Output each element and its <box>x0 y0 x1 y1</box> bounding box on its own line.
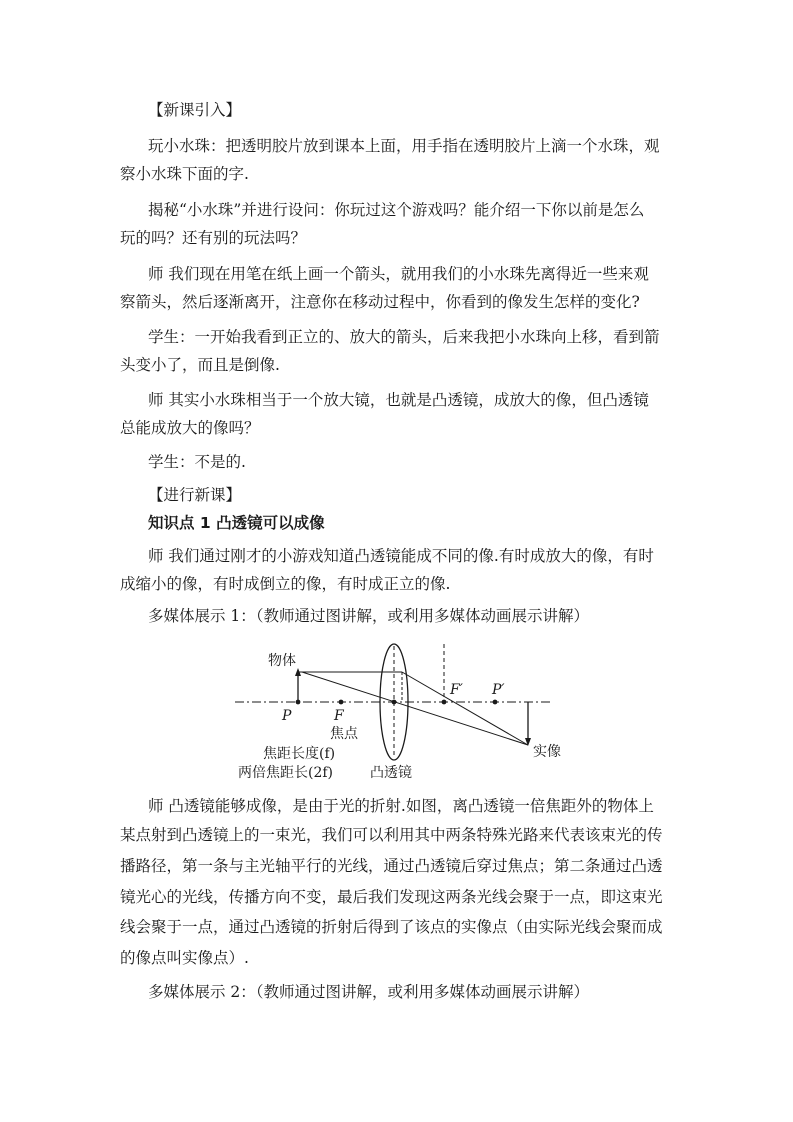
media-caption-2: 多媒体展示 2：（教师通过图讲解，或利用多媒体动画展示讲解） <box>148 983 590 1001</box>
paragraph-line: 的像点叫实像点）. <box>120 949 249 967</box>
paragraph-line: 师 我们通过刚才的小游戏知道凸透镜能成不同的像.有时成放大的像，有时 <box>148 547 654 565</box>
section-heading-new: 【进行新课】 <box>148 486 242 504</box>
paragraph-line: 线会聚于一点，通过凸透镜的折射后得到了该点的实像点（由实际光线会聚而成 <box>120 918 663 936</box>
paragraph-line: 成缩小的像，有时成倒立的像，有时成正立的像. <box>120 575 451 593</box>
paragraph-line: 师 其实小水珠相当于一个放大镜，也就是凸透镜，成放大的像，但凸透镜 <box>148 391 649 409</box>
label-double-focal: 两倍焦距长(2f) <box>238 765 334 781</box>
knowledge-point-heading: 知识点 1 凸透镜可以成像 <box>148 514 325 532</box>
section-heading-intro: 【新课引入】 <box>148 101 242 119</box>
media-caption-1: 多媒体展示 1：（教师通过图讲解，或利用多媒体动画展示讲解） <box>148 607 590 625</box>
label-object: 物体 <box>268 653 296 669</box>
label-F-prime: F′ <box>450 682 463 698</box>
label-P: P <box>282 708 292 724</box>
ray-refracted <box>402 672 528 745</box>
point-P <box>296 700 301 705</box>
paragraph-line: 头变小了，而且是倒像. <box>120 356 280 374</box>
label-focal-length: 焦距长度(f) <box>263 746 336 762</box>
paragraph-line: 师 我们现在用笔在纸上画一个箭头，就用我们的小水珠先离得近一些来观 <box>148 265 649 283</box>
point-F-prime <box>442 700 447 705</box>
paragraph-line: 玩的吗？还有别的玩法吗？ <box>120 229 307 247</box>
paragraph-line: 学生：不是的. <box>148 453 246 471</box>
paragraph-line: 察箭头，然后逐渐离开，注意你在移动过程中，你看到的像发生怎样的变化? <box>120 293 640 311</box>
label-lens: 凸透镜 <box>370 765 412 781</box>
convex-lens-diagram <box>230 636 590 786</box>
optical-center <box>392 700 397 705</box>
label-real-image: 实像 <box>533 744 561 760</box>
point-P-prime <box>493 700 498 705</box>
paragraph-line: 察小水珠下面的字. <box>120 165 249 183</box>
paragraph-line: 总能成放大的像吗？ <box>120 419 260 437</box>
label-F: F <box>334 708 344 724</box>
point-F <box>339 700 344 705</box>
paragraph-line: 揭秘“小水珠”并进行设问：你玩过这个游戏吗？能介绍一下你以前是怎么 <box>148 201 645 219</box>
paragraph-line: 镜光心的光线，传播方向不变，最后我们发现这两条光线会聚于一点，即这束光 <box>120 888 663 906</box>
paragraph-line: 玩小水珠：把透明胶片放到课本上面，用手指在透明胶片上滴一个水珠，观 <box>148 137 660 155</box>
paragraph-line: 师 凸透镜能够成像，是由于光的折射.如图，离凸透镜一倍焦距外的物体上 <box>148 797 654 815</box>
paragraph-line: 播路径，第一条与主光轴平行的光线，通过凸透镜后穿过焦点；第二条通过凸透 <box>120 857 663 875</box>
paragraph-line: 学生：一开始我看到正立的、放大的箭头，后来我把小水珠向上移，看到箭 <box>148 328 660 346</box>
paragraph-line: 某点射到凸透镜上的一束光，我们可以利用其中两条特殊光路来代表该束光的传 <box>120 826 663 844</box>
label-focus: 焦点 <box>330 726 358 742</box>
label-P-prime: P′ <box>492 682 505 698</box>
